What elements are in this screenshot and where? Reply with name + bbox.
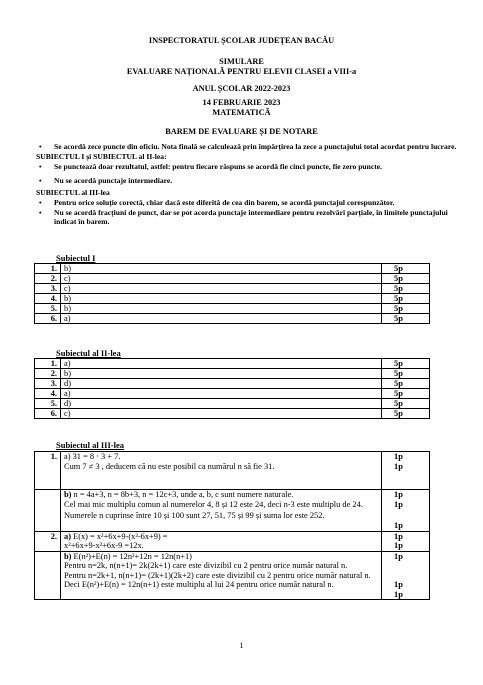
subiectul-2-title: Subiectul al II-lea bbox=[56, 348, 121, 358]
inspectorat-heading: INSPECTORATUL ȘCOLAR JUDEȚEAN BACĂU bbox=[148, 36, 335, 45]
answer-cell: a) bbox=[61, 314, 382, 324]
points: 1p bbox=[394, 452, 403, 461]
table-row bbox=[35, 369, 430, 379]
s3-bullet-2: • Nu se acordă fracțiuni de punct, dar se pot acorda punctaje intermediare pentru rezolvări parțiale, în limitele punctajului indicat în barem. bbox=[38, 208, 458, 226]
problem-number: 1. bbox=[35, 452, 61, 490]
points: 1p bbox=[394, 541, 403, 550]
points: 1p bbox=[394, 490, 403, 499]
solution-line bbox=[64, 490, 378, 500]
answer-cell: b) bbox=[61, 369, 382, 379]
subiectul-2-table bbox=[34, 358, 430, 419]
points-cell bbox=[382, 452, 430, 490]
subiectul-3-table bbox=[34, 451, 430, 600]
s12-bullet-2: • Nu se acordă punctaje intermediare. bbox=[38, 176, 458, 185]
s3-title: SUBIECTUL al III-lea bbox=[36, 188, 110, 197]
solution-cell bbox=[61, 551, 382, 600]
points: 1p bbox=[394, 589, 403, 599]
barem-title: BAREM DE EVALUARE ȘI DE NOTARE bbox=[165, 127, 318, 136]
points-cell bbox=[382, 531, 430, 551]
simulare-heading: SIMULARE bbox=[219, 57, 264, 66]
item-number: 6. bbox=[35, 409, 61, 419]
item-number: 5. bbox=[35, 399, 61, 409]
points-cell bbox=[382, 551, 430, 600]
instruction-general: • Se acordă zece puncte din oficiu. Nota finală se calculează prin împărțirea la zece a punctajului total acordat pentru lucrare. bbox=[38, 142, 458, 151]
table-row bbox=[35, 551, 430, 600]
answer-cell: b) bbox=[61, 294, 382, 304]
table-row bbox=[35, 274, 430, 284]
points: 1p bbox=[394, 580, 403, 589]
points-cell: 5p bbox=[382, 389, 430, 399]
item-number: 1. bbox=[35, 264, 61, 274]
points-cell: 5p bbox=[382, 264, 430, 274]
part-label: b) bbox=[64, 490, 72, 499]
answer-cell: b) bbox=[61, 304, 382, 314]
page-number: 1 bbox=[239, 641, 244, 650]
solution-line: Pentru n=2k+1, n(n+1)= (2k+1)(2k+2) care este divizibil cu 2 pentru orice număr natural n. bbox=[64, 570, 371, 580]
instructions bbox=[38, 142, 458, 226]
part-label: b) bbox=[64, 551, 72, 561]
points: 1p bbox=[394, 521, 403, 530]
points: 1p bbox=[394, 499, 403, 509]
s12-bullet-1: • Se punctează doar rezultatul, astfel: pentru fiecare răspuns se acordă fie cinci puncte, fie zero puncte. bbox=[38, 162, 458, 171]
solution-cell bbox=[61, 531, 382, 551]
points-cell: 5p bbox=[382, 304, 430, 314]
problem-number: 2. bbox=[35, 531, 61, 551]
solution-line: Cel mai mic multiplu comun al numerelor 4, 8 și 12 este 24, deci n-3 este multiplu de 24. bbox=[64, 499, 363, 509]
table-row bbox=[35, 314, 430, 324]
solution-text: n = 4a+3, n = 8b+3, n = 12c+3, unde a, b, c sunt numere naturale. bbox=[73, 490, 294, 499]
solution-line bbox=[64, 532, 378, 542]
exam-date: 14 FEBRUARIE 2023 bbox=[202, 98, 281, 107]
solution-cell bbox=[61, 490, 382, 532]
answer-cell: d) bbox=[61, 399, 382, 409]
subiectul-3-title: Subiectul al III-lea bbox=[56, 440, 125, 450]
s3-bullet-1: • Pentru orice soluție corectă, chiar dacă este diferită de cea din barem, se acordă punctajul corespunzător. bbox=[38, 198, 458, 207]
points-cell: 5p bbox=[382, 379, 430, 389]
solution-text: E(x) = x²+6x+9-(x²-6x+9) = bbox=[73, 531, 168, 541]
solution-line: Cum 7 ≠ 3 , deducem că nu este posibil ca numărul n să fie 31. bbox=[64, 461, 275, 471]
solution-line: Numerele n cuprinse între 10 și 100 sunt 27, 51, 75 și 99 și suma lor este 252. bbox=[64, 511, 325, 520]
answer-cell: a) bbox=[61, 389, 382, 399]
solution-text: E(n²)+E(n) = 12n²+12n = 12n(n+1) bbox=[73, 551, 192, 561]
points-cell: 5p bbox=[382, 314, 430, 324]
points: 1p bbox=[394, 461, 403, 471]
part-label: a) bbox=[64, 531, 71, 541]
points-cell bbox=[382, 490, 430, 532]
solution-line: Pentru n=2k, n(n+1)= 2k(2k+1) care este divizibil cu 2 pentru orice număr natural n. bbox=[64, 561, 348, 570]
table-row bbox=[35, 409, 430, 419]
answer-cell: c) bbox=[61, 409, 382, 419]
points-cell: 5p bbox=[382, 409, 430, 419]
table-row bbox=[35, 399, 430, 409]
answer-cell: b) bbox=[61, 264, 382, 274]
table-row bbox=[35, 452, 430, 490]
item-number: 4. bbox=[35, 389, 61, 399]
evaluare-heading: EVALUARE NAȚIONALĂ PENTRU ELEVII CLASEI a VIII-a bbox=[126, 67, 357, 76]
s12-title: SUBIECTUL I și SUBIECTUL al II-lea: bbox=[36, 152, 167, 161]
answer-cell: d) bbox=[61, 379, 382, 389]
solution-line: Deci E(n²)+E(n) = 12n(n+1) este multiplu al lui 24 pentru orice număr natural n. bbox=[64, 580, 334, 589]
subject-name: MATEMATICĂ bbox=[212, 108, 271, 117]
item-number: 2. bbox=[35, 369, 61, 379]
table-row bbox=[35, 359, 430, 369]
answer-cell: c) bbox=[61, 284, 382, 294]
solution-line: a) 31 = 8 · 3 + 7. bbox=[64, 452, 121, 461]
school-year: ANUL ȘCOLAR 2022-2023 bbox=[192, 84, 291, 93]
item-number: 1. bbox=[35, 359, 61, 369]
answer-cell: a) bbox=[61, 359, 382, 369]
points-cell: 5p bbox=[382, 274, 430, 284]
item-number: 2. bbox=[35, 274, 61, 284]
subiectul-1-table bbox=[34, 263, 430, 324]
answer-cell: c) bbox=[61, 274, 382, 284]
table-row bbox=[35, 379, 430, 389]
solution-cell bbox=[61, 452, 382, 490]
item-number: 6. bbox=[35, 314, 61, 324]
item-number: 5. bbox=[35, 304, 61, 314]
item-number: 3. bbox=[35, 284, 61, 294]
points-cell: 5p bbox=[382, 359, 430, 369]
table-row bbox=[35, 304, 430, 314]
points-cell: 5p bbox=[382, 399, 430, 409]
points-cell: 5p bbox=[382, 284, 430, 294]
table-row bbox=[35, 294, 430, 304]
points: 1p bbox=[394, 531, 403, 541]
solution-line: x²+6x+9-x²+6x-9 =12x. bbox=[64, 541, 144, 550]
subiectul-1-title: Subiectul I bbox=[56, 253, 96, 263]
table-row bbox=[35, 264, 430, 274]
points-cell: 5p bbox=[382, 369, 430, 379]
table-row bbox=[35, 531, 430, 551]
points-cell: 5p bbox=[382, 294, 430, 304]
table-row bbox=[35, 389, 430, 399]
table-row bbox=[35, 284, 430, 294]
item-number: 3. bbox=[35, 379, 61, 389]
points: 1p bbox=[394, 551, 403, 561]
item-number: 4. bbox=[35, 294, 61, 304]
table-row bbox=[35, 490, 430, 532]
solution-line bbox=[64, 552, 378, 562]
